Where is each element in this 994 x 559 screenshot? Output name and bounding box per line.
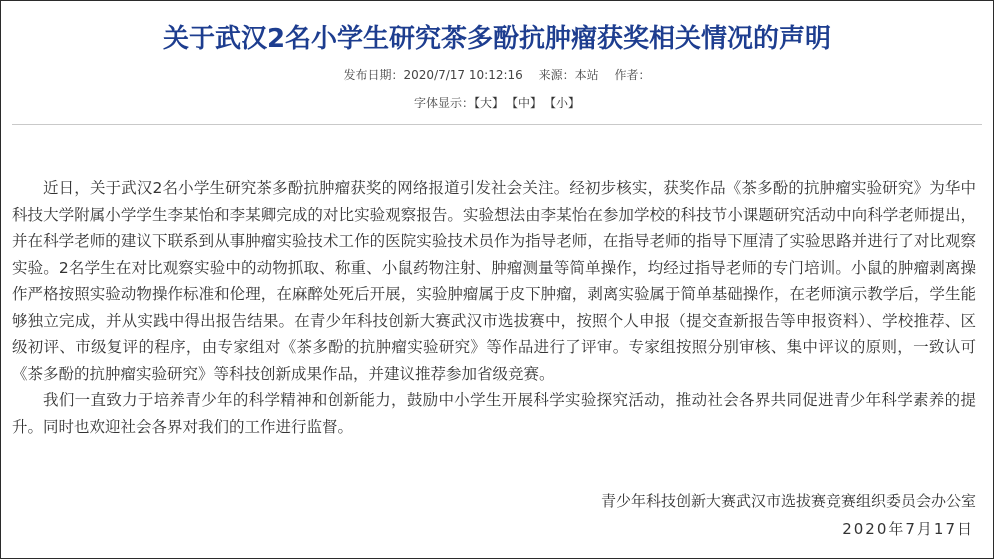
font-size-large-link[interactable]: 【大】 xyxy=(473,96,504,110)
header-divider xyxy=(12,124,982,125)
article-author: 作者： xyxy=(614,68,651,82)
article-source: 来源：本站 xyxy=(538,68,599,82)
body-paragraph-2: 我们一直致力于培养青少年的科学精神和创新能力，鼓励中小学生开展科学实验探究活动，推动社会各界共同促进青少年科学素养的提升。同时也欢迎社会各界对我们的工作进行监督。 xyxy=(12,391,976,436)
signature-date: 2020年7月17日 xyxy=(842,520,974,538)
body-paragraph-1: 近日，关于武汉2名小学生研究茶多酚抗肿瘤获奖的网络报道引发社会关注。经初步核实，获奖作品《茶多酚的抗肿瘤实验研究》为华中科技大学附属小学学生李某怡和李某卿完成的对比实验观察报告。实验想法由李某怡在参加学校的科技节小课题研究活动中向科学老师提出，并在科学老师的建议下联系到从事肿瘤实验技术工作的医院实验技术员作为指导老师，在指导老师的指导下厘清了实验思路并进行了对比观察实验。2名学生在对比观察实验中的动物抓取、称重、小鼠药物注射、肿瘤测量等简单操作，均经过指导老师的专门培训。小鼠的肿瘤剥离操作严格按照实验动物操作标准和伦理，在麻醉处死后开展，实验肿瘤属于皮下肿瘤，剥离实验属于简单基础操作，在老师演示教学后，学生能够独立完成，并从实践中得出报告结果。在青少年科技创新大赛武汉市选拔赛中，按照个人申报（提交查新报告等申报资料）、学校推荐、区级初评、市级复评的程序，由专家组对《茶多酚的抗肿瘤实验研究》等作品进行了评审。专家组按照分别审核、集中评议的原则，一致认可《茶多酚的抗肿瘤实验研究》等科技创新成果作品，并建议推荐参加省级竞赛。 xyxy=(12,179,976,383)
signature-organization: 青少年科技创新大赛武汉市选拔赛竞赛组织委员会办公室 xyxy=(600,492,976,510)
font-size-medium-link[interactable]: 【中】 xyxy=(512,96,543,110)
article-body xyxy=(12,175,976,440)
publish-date: 发布日期：2020/7/17 10:12:16 xyxy=(343,68,523,82)
article-meta xyxy=(0,66,994,83)
font-size-controls xyxy=(0,94,994,111)
article-title: 关于武汉2名小学生研究茶多酚抗肿瘤获奖相关情况的声明 xyxy=(162,24,832,54)
font-size-label: 字体显示： xyxy=(413,96,474,110)
font-size-small-link[interactable]: 【小】 xyxy=(550,96,581,110)
